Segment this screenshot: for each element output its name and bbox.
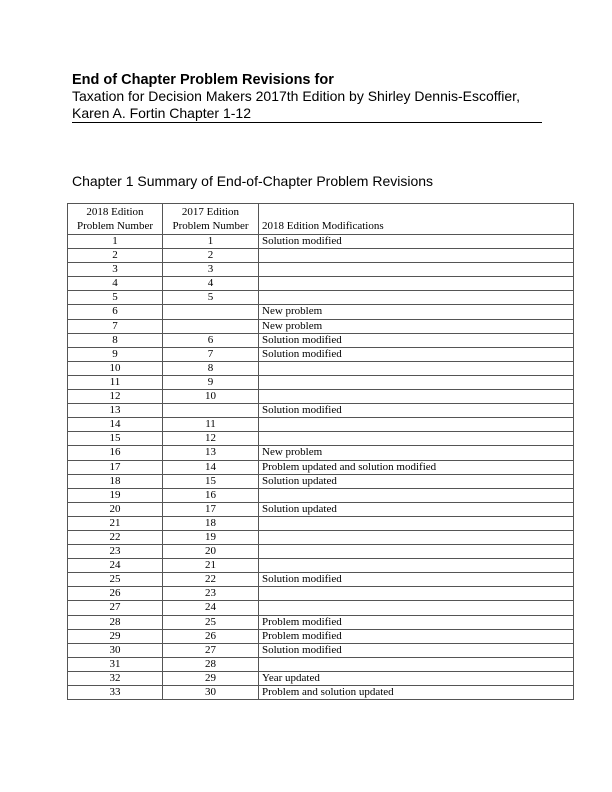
cell-modification: Problem updated and solution modified — [259, 460, 574, 474]
cell-modification — [259, 545, 574, 559]
cell-modification — [259, 601, 574, 615]
cell-2017-number: 19 — [163, 530, 259, 544]
cell-2018-number: 11 — [68, 375, 163, 389]
table-row — [68, 474, 574, 488]
table-row — [68, 629, 574, 643]
cell-modification: Problem modified — [259, 615, 574, 629]
cell-2017-number: 9 — [163, 375, 259, 389]
header-2017-problem-number — [163, 204, 259, 235]
table-row — [68, 545, 574, 559]
cell-modification: Solution modified — [259, 235, 574, 249]
cell-2018-number: 31 — [68, 657, 163, 671]
cell-2017-number: 13 — [163, 446, 259, 460]
cell-modification — [259, 390, 574, 404]
cell-modification: New problem — [259, 446, 574, 460]
header-2018-problem-number — [68, 204, 163, 235]
cell-modification: Solution modified — [259, 404, 574, 418]
cell-modification: Year updated — [259, 671, 574, 685]
table-row — [68, 347, 574, 361]
cell-2018-number: 21 — [68, 516, 163, 530]
cell-2018-number: 20 — [68, 502, 163, 516]
cell-2018-number: 25 — [68, 573, 163, 587]
document-subtitle-line1: Taxation for Decision Makers 2017th Edition by Shirley Dennis-Escoffier, — [72, 88, 520, 104]
cell-2018-number: 22 — [68, 530, 163, 544]
cell-2018-number: 24 — [68, 559, 163, 573]
header-divider — [72, 122, 542, 123]
document-header — [72, 72, 541, 122]
table-row — [68, 559, 574, 573]
cell-2018-number: 19 — [68, 488, 163, 502]
table-row — [68, 686, 574, 700]
cell-modification: Solution modified — [259, 573, 574, 587]
header-2017-line1: 2017 Edition — [181, 206, 240, 218]
cell-2017-number: 18 — [163, 516, 259, 530]
cell-modification: Solution modified — [259, 643, 574, 657]
header-2018-line2: Problem Number — [76, 220, 154, 232]
cell-modification: Solution updated — [259, 502, 574, 516]
cell-2017-number: 23 — [163, 587, 259, 601]
cell-modification: New problem — [259, 305, 574, 319]
cell-2017-number: 24 — [163, 601, 259, 615]
document-subtitle-line2: Karen A. Fortin Chapter 1-12 — [72, 105, 251, 121]
cell-2018-number: 5 — [68, 291, 163, 305]
cell-2017-number: 29 — [163, 671, 259, 685]
table-row — [68, 390, 574, 404]
table-row — [68, 432, 574, 446]
table-row — [68, 516, 574, 530]
cell-2018-number: 8 — [68, 333, 163, 347]
cell-modification — [259, 249, 574, 263]
cell-modification — [259, 375, 574, 389]
table-row — [68, 643, 574, 657]
cell-2017-number: 8 — [163, 361, 259, 375]
cell-modification — [259, 488, 574, 502]
table-row — [68, 502, 574, 516]
table-row — [68, 671, 574, 685]
cell-2017-number: 6 — [163, 333, 259, 347]
table-row — [68, 333, 574, 347]
cell-2018-number: 15 — [68, 432, 163, 446]
cell-2017-number: 25 — [163, 615, 259, 629]
cell-2018-number: 32 — [68, 671, 163, 685]
cell-modification: New problem — [259, 319, 574, 333]
cell-2017-number: 1 — [163, 235, 259, 249]
cell-2018-number: 12 — [68, 390, 163, 404]
cell-2018-number: 3 — [68, 263, 163, 277]
cell-2017-number — [163, 305, 259, 319]
cell-modification — [259, 587, 574, 601]
table-row — [68, 375, 574, 389]
cell-2018-number: 4 — [68, 277, 163, 291]
section-title: Chapter 1 Summary of End-of-Chapter Problem Revisions — [72, 173, 434, 189]
cell-modification — [259, 516, 574, 530]
cell-2018-number: 10 — [68, 361, 163, 375]
table-row — [68, 530, 574, 544]
table-row — [68, 615, 574, 629]
cell-modification: Solution modified — [259, 347, 574, 361]
table-row — [68, 249, 574, 263]
cell-2017-number — [163, 319, 259, 333]
cell-2017-number: 5 — [163, 291, 259, 305]
cell-modification — [259, 361, 574, 375]
table-row — [68, 291, 574, 305]
cell-2018-number: 26 — [68, 587, 163, 601]
cell-2018-number: 29 — [68, 629, 163, 643]
header-modifications: 2018 Edition Modifications — [259, 204, 574, 235]
cell-2018-number: 30 — [68, 643, 163, 657]
cell-modification — [259, 530, 574, 544]
table-row — [68, 460, 574, 474]
table-row — [68, 418, 574, 432]
table-row — [68, 601, 574, 615]
table-row — [68, 305, 574, 319]
cell-2018-number: 13 — [68, 404, 163, 418]
header-2017-line2: Problem Number — [172, 220, 249, 232]
table-header-row — [68, 204, 574, 235]
cell-modification — [259, 657, 574, 671]
cell-2017-number: 30 — [163, 686, 259, 700]
cell-2018-number: 2 — [68, 249, 163, 263]
cell-modification: Problem and solution updated — [259, 686, 574, 700]
cell-2017-number: 11 — [163, 418, 259, 432]
cell-2018-number: 1 — [68, 235, 163, 249]
cell-2017-number: 26 — [163, 629, 259, 643]
cell-2017-number: 15 — [163, 474, 259, 488]
cell-2017-number — [163, 404, 259, 418]
table-row — [68, 263, 574, 277]
cell-2018-number: 7 — [68, 319, 163, 333]
cell-2018-number: 14 — [68, 418, 163, 432]
table-row — [68, 657, 574, 671]
cell-2017-number: 27 — [163, 643, 259, 657]
cell-2017-number: 10 — [163, 390, 259, 404]
table-row — [68, 277, 574, 291]
cell-2018-number: 23 — [68, 545, 163, 559]
cell-modification — [259, 263, 574, 277]
cell-2017-number: 3 — [163, 263, 259, 277]
cell-2017-number: 20 — [163, 545, 259, 559]
table-row — [68, 573, 574, 587]
cell-modification — [259, 277, 574, 291]
cell-2017-number: 4 — [163, 277, 259, 291]
cell-modification: Problem modified — [259, 629, 574, 643]
cell-2017-number: 14 — [163, 460, 259, 474]
table-row — [68, 361, 574, 375]
cell-2017-number: 21 — [163, 559, 259, 573]
cell-modification: Solution updated — [259, 474, 574, 488]
cell-modification: Solution modified — [259, 333, 574, 347]
cell-2017-number: 7 — [163, 347, 259, 361]
table-row — [68, 319, 574, 333]
cell-2017-number: 22 — [163, 573, 259, 587]
cell-2017-number: 17 — [163, 502, 259, 516]
cell-2018-number: 9 — [68, 347, 163, 361]
table-row — [68, 488, 574, 502]
cell-modification — [259, 432, 574, 446]
cell-modification — [259, 559, 574, 573]
cell-2017-number: 28 — [163, 657, 259, 671]
document-title: End of Chapter Problem Revisions for — [72, 72, 334, 88]
cell-2018-number: 17 — [68, 460, 163, 474]
header-2018-line1: 2018 Edition — [86, 206, 144, 218]
cell-2018-number: 28 — [68, 615, 163, 629]
cell-2018-number: 33 — [68, 686, 163, 700]
cell-2017-number: 12 — [163, 432, 259, 446]
cell-modification — [259, 291, 574, 305]
cell-modification — [259, 418, 574, 432]
cell-2018-number: 27 — [68, 601, 163, 615]
table-row — [68, 235, 574, 249]
table-row — [68, 404, 574, 418]
table-body — [68, 235, 574, 700]
cell-2018-number: 16 — [68, 446, 163, 460]
cell-2018-number: 18 — [68, 474, 163, 488]
cell-2018-number: 6 — [68, 305, 163, 319]
cell-2017-number: 16 — [163, 488, 259, 502]
revisions-table — [67, 203, 574, 700]
table-row — [68, 587, 574, 601]
cell-2017-number: 2 — [163, 249, 259, 263]
table-row — [68, 446, 574, 460]
